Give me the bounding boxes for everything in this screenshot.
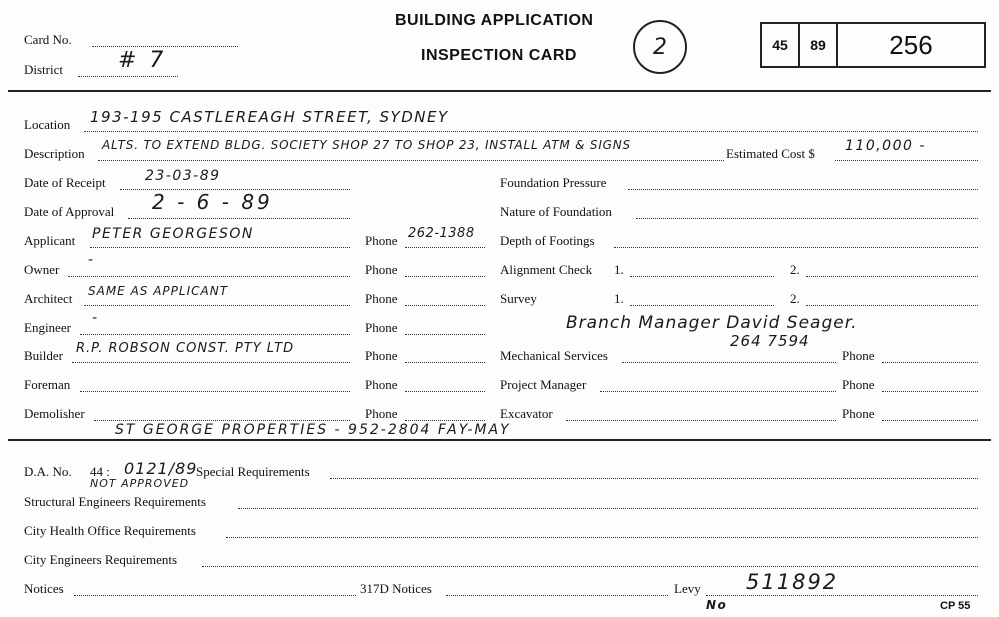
city-engineers-label: City Engineers Requirements <box>24 552 178 567</box>
applicant-dots <box>90 247 350 248</box>
foundation-pressure-dots <box>628 189 978 190</box>
demolisher-phone-dots <box>405 420 485 421</box>
nature-of-foundation-dots <box>636 218 978 219</box>
ref-box-number: 256 <box>889 29 933 60</box>
description-dots <box>98 160 724 161</box>
notices-label: Notices <box>24 581 64 596</box>
builder-dots <box>72 362 350 363</box>
date-of-receipt-value: 23-03-89 <box>145 168 221 184</box>
location-label: Location <box>24 117 71 132</box>
location-dots <box>84 131 978 132</box>
engineer-label: Engineer <box>24 320 71 335</box>
foreman-phone-dots <box>405 391 485 392</box>
owner-value: - <box>88 252 95 268</box>
card-no-label: Card No. <box>24 32 72 47</box>
excavator-label: Excavator <box>500 406 553 421</box>
notices-317d-dots <box>446 595 668 596</box>
excavator-phone-dots <box>882 420 978 421</box>
builder-phone-label: Phone <box>365 348 398 363</box>
card-no-dots <box>92 46 238 47</box>
district-label: District <box>24 62 63 77</box>
ref-box-cell: 45 <box>762 24 800 66</box>
branch-manager-note: Branch Manager David Seager. <box>566 313 858 333</box>
demolisher-dots <box>94 420 350 421</box>
health-requirements-dots <box>226 537 978 538</box>
special-requirements-label: Special Requirements <box>196 464 310 479</box>
depth-of-footings-label: Depth of Footings <box>500 233 595 248</box>
strip-note: ST GEORGE PROPERTIES - 952-2804 FAY-MAY <box>115 422 511 438</box>
excavator-dots <box>566 420 836 421</box>
engineer-dots <box>80 334 350 335</box>
architect-label: Architect <box>24 291 73 306</box>
project-manager-phone-dots <box>882 391 978 392</box>
description-label: Description <box>24 146 85 161</box>
branch-manager-phone: 264 7594 <box>730 332 810 350</box>
circled-number: 2 <box>633 20 687 74</box>
description-value: ALTS. TO EXTEND BLDG. SOCIETY SHOP 27 TO SHOP 23, INSTALL ATM & SIGNS <box>102 138 631 152</box>
district-dots <box>78 76 178 77</box>
engineer-phone-dots <box>405 334 485 335</box>
title-line1: BUILDING APPLICATION <box>395 12 594 29</box>
demolisher-phone-label: Phone <box>365 406 398 421</box>
builder-value: R.P. ROBSON CONST. PTY LTD <box>76 341 295 356</box>
project-manager-dots <box>600 391 836 392</box>
location-value: 193-195 CASTLEREAGH STREET, SYDNEY <box>90 108 449 126</box>
owner-dots <box>68 276 350 277</box>
applicant-phone-value: 262-1388 <box>408 226 475 241</box>
ref-box <box>760 22 986 68</box>
owner-phone-label: Phone <box>365 262 398 277</box>
district-value: # 7 <box>118 48 167 73</box>
structural-requirements-dots <box>238 508 978 509</box>
da-label: D.A. No. <box>24 464 72 479</box>
estimated-cost-label: Estimated Cost $ <box>726 146 815 161</box>
levy-note: No <box>706 598 728 612</box>
form-code: CP 55 <box>940 600 971 612</box>
architect-phone-label: Phone <box>365 291 398 306</box>
alignment-check-dots-1 <box>630 276 774 277</box>
survey-label: Survey <box>500 291 537 306</box>
da-value: 0121/89 <box>124 459 198 478</box>
foreman-dots <box>80 391 350 392</box>
date-of-approval-label: Date of Approval <box>24 204 115 219</box>
survey-dots-2 <box>806 305 978 306</box>
mechanical-services-phone-label: Phone <box>842 348 875 363</box>
builder-phone-dots <box>405 362 485 363</box>
nature-of-foundation-label: Nature of Foundation <box>500 204 612 219</box>
architect-phone-dots <box>405 305 485 306</box>
date-of-approval-dots <box>128 218 350 219</box>
da-prefix: 44 : <box>90 464 110 479</box>
foreman-label: Foreman <box>24 377 71 392</box>
health-requirements-label: City Health Office Requirements <box>24 523 196 538</box>
engineer-value: - <box>92 310 99 326</box>
architect-value: SAME AS APPLICANT <box>88 284 229 298</box>
project-manager-label: Project Manager <box>500 377 587 392</box>
survey-n2: 2. <box>790 291 800 306</box>
mechanical-services-dots <box>622 362 836 363</box>
date-of-receipt-label: Date of Receipt <box>24 175 106 190</box>
applicant-phone-dots <box>405 247 485 248</box>
structural-requirements-label: Structural Engineers Requirements <box>24 494 206 509</box>
demolisher-label: Demolisher <box>24 406 85 421</box>
depth-of-footings-dots <box>614 247 978 248</box>
architect-dots <box>84 305 350 306</box>
owner-phone-dots <box>405 276 485 277</box>
alignment-check-n2: 2. <box>790 262 800 277</box>
engineer-phone-label: Phone <box>365 320 398 335</box>
applicant-label: Applicant <box>24 233 76 248</box>
notices-317d-label: 317D Notices <box>360 581 432 596</box>
mechanical-services-label: Mechanical Services <box>500 348 608 363</box>
alignment-check-dots-2 <box>806 276 978 277</box>
applicant-phone-label: Phone <box>365 233 398 248</box>
alignment-check-n1: 1. <box>614 262 624 277</box>
date-of-approval-value: 2 - 6 - 89 <box>152 190 273 214</box>
survey-dots-1 <box>630 305 774 306</box>
levy-dots <box>706 595 978 596</box>
alignment-check-label: Alignment Check <box>500 262 593 277</box>
mechanical-services-phone-dots <box>882 362 978 363</box>
builder-label: Builder <box>24 348 63 363</box>
header-divider <box>8 90 991 92</box>
title-line2: INSPECTION CARD <box>421 47 577 64</box>
foreman-phone-label: Phone <box>365 377 398 392</box>
applicant-value: PETER GEORGESON <box>92 226 254 242</box>
notices-dots <box>74 595 356 596</box>
section-divider <box>8 439 991 441</box>
estimated-cost-dots <box>835 160 978 161</box>
ref-box-cell: 89 <box>800 24 838 66</box>
survey-n1: 1. <box>614 291 624 306</box>
project-manager-phone-label: Phone <box>842 377 875 392</box>
special-requirements-dots <box>330 478 978 479</box>
city-engineers-dots <box>202 566 978 567</box>
excavator-phone-label: Phone <box>842 406 875 421</box>
levy-value: 511892 <box>746 570 839 594</box>
estimated-cost-value: 110,000 - <box>845 138 926 154</box>
owner-label: Owner <box>24 262 60 277</box>
not-approved-note: NOT APPROVED <box>90 477 190 490</box>
foundation-pressure-label: Foundation Pressure <box>500 175 607 190</box>
levy-label: Levy <box>674 581 701 596</box>
